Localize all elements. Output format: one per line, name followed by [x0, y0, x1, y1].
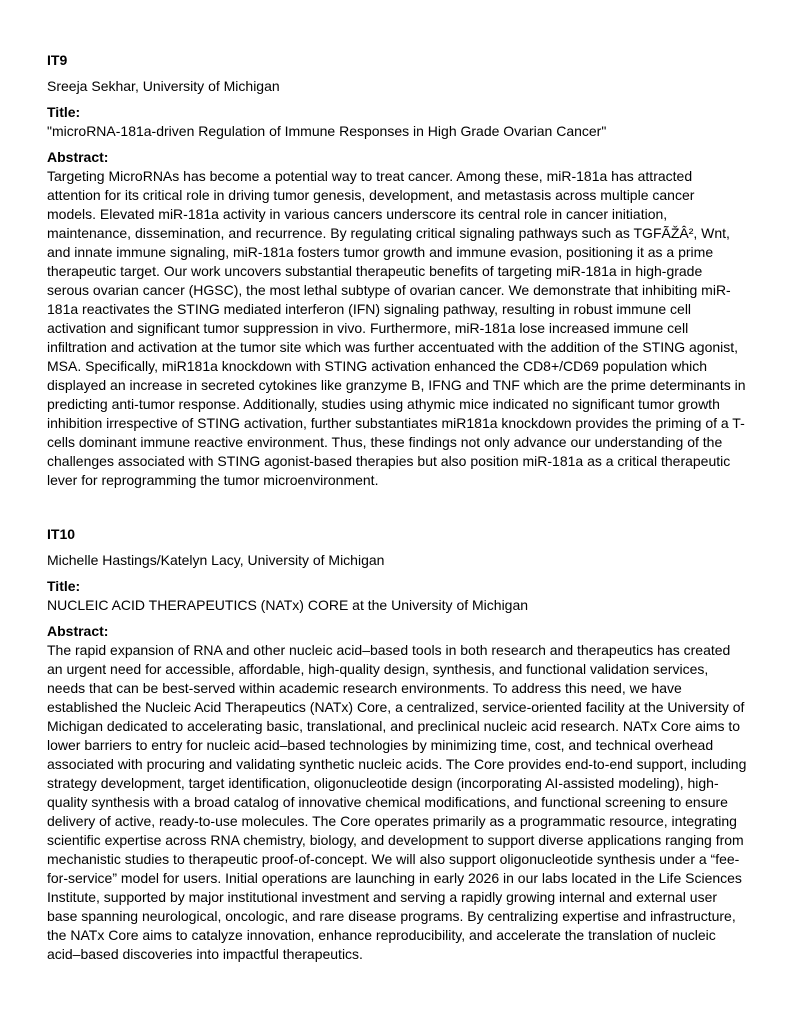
abstract-text: Targeting MicroRNAs has become a potential way to treat cancer. Among these, miR-181a has attracted attention for its critical role in driving tumor genesis, development, and metastasis across multiple cancer models. Elevated miR-181a activity in various cancers underscore its central role in cancer initiation, maintenance, dissemination, and recurrence. By regulating critical signaling pathways such as TGFÃŽÂ², Wnt, and innate immune signaling, miR-181a fosters tumor growth and immune evasion, positioning it as a prime therapeutic target. Our work uncovers substantial therapeutic benefits of targeting miR-181a in high-grade serous ovarian cancer (HGSC), the most lethal subtype of ovarian cancer. We demonstrate that inhibiting miR-181a reactivates the STING mediated interferon (IFN) signaling pathway, resulting in robust immune cell activation and significant tumor suppression in vivo. Furthermore, miR-181a lose increased immune cell infiltration and activation at the tumor site which was further accentuated with the addition of the STING agonist, MSA. Specifically, miR181a knockdown with STING activation enhanced the CD8+/CD69 population which displayed an increase in secreted cytokines like granzyme B, IFNG and TNF which are the prime determinants in predicting anti-tumor response. Additionally, studies using athymic mice indicated no significant tumor growth inhibition irrespective of STING activation, further substantiates miR181a knockdown provides the priming of a T-cells dominant immune reactive environment. Thus, these findings not only advance our understanding of the challenges associated with STING agonist-based therapies but also position miR-181a as a critical therapeutic lever for reprogramming the tumor microenvironment.	[47, 168, 746, 488]
entry-id: IT10	[47, 526, 76, 542]
abstract-label: Abstract:	[47, 149, 109, 165]
abstract-label: Abstract:	[47, 623, 109, 639]
entry-title: "microRNA-181a-driven Regulation of Immune Responses in High Grade Ovarian Cancer"	[47, 123, 607, 139]
entry-title: NUCLEIC ACID THERAPEUTICS (NATx) CORE at the University of Michigan	[47, 597, 529, 613]
entry-id: IT9	[47, 52, 68, 68]
entry-author: Michelle Hastings/Katelyn Lacy, University of Michigan	[47, 552, 385, 568]
abstract-entry-it9	[47, 51, 747, 490]
abstract-text: The rapid expansion of RNA and other nucleic acid–based tools in both research and therapeutics has created an urgent need for accessible, affordable, high-quality design, synthesis, and functional validation services, needs that can be best-served within academic research environments. To address this need, we have established the Nucleic Acid Therapeutics (NATx) Core, a centralized, service-oriented facility at the University of Michigan dedicated to accelerating basic, translational, and preclinical nucleic acid research. NATx Core aims to lower barriers to entry for nucleic acid–based technologies by minimizing time, cost, and technical overhead associated with procuring and validating synthetic nucleic acids. The Core provides end-to-end support, including strategy development, target identification, oligonucleotide design (incorporating AI-assisted modeling), high-quality synthesis with a broad catalog of innovative chemical modifications, and functional screening to ensure delivery of active, ready-to-use molecules. The Core operates primarily as a programmatic resource, integrating scientific expertise across RNA chemistry, biology, and development to support diverse applications ranging from mechanistic studies to therapeutic proof-of-concept. We will also support oligonucleotide synthesis under a “fee-for-service” model for users. Initial operations are launching in early 2026 in our labs located in the Life Sciences Institute, supported by major institutional investment and serving a rapidly growing internal and external user base spanning neurological, oncologic, and rare disease programs. By centralizing expertise and infrastructure, the NATx Core aims to catalyze innovation, enhance reproducibility, and accelerate the translation of nucleic acid–based discoveries into impactful therapeutics.	[47, 642, 747, 962]
abstract-entry-it10	[47, 525, 747, 964]
entry-author: Sreeja Sekhar, University of Michigan	[47, 78, 280, 94]
title-label: Title:	[47, 104, 81, 120]
title-label: Title:	[47, 578, 81, 594]
